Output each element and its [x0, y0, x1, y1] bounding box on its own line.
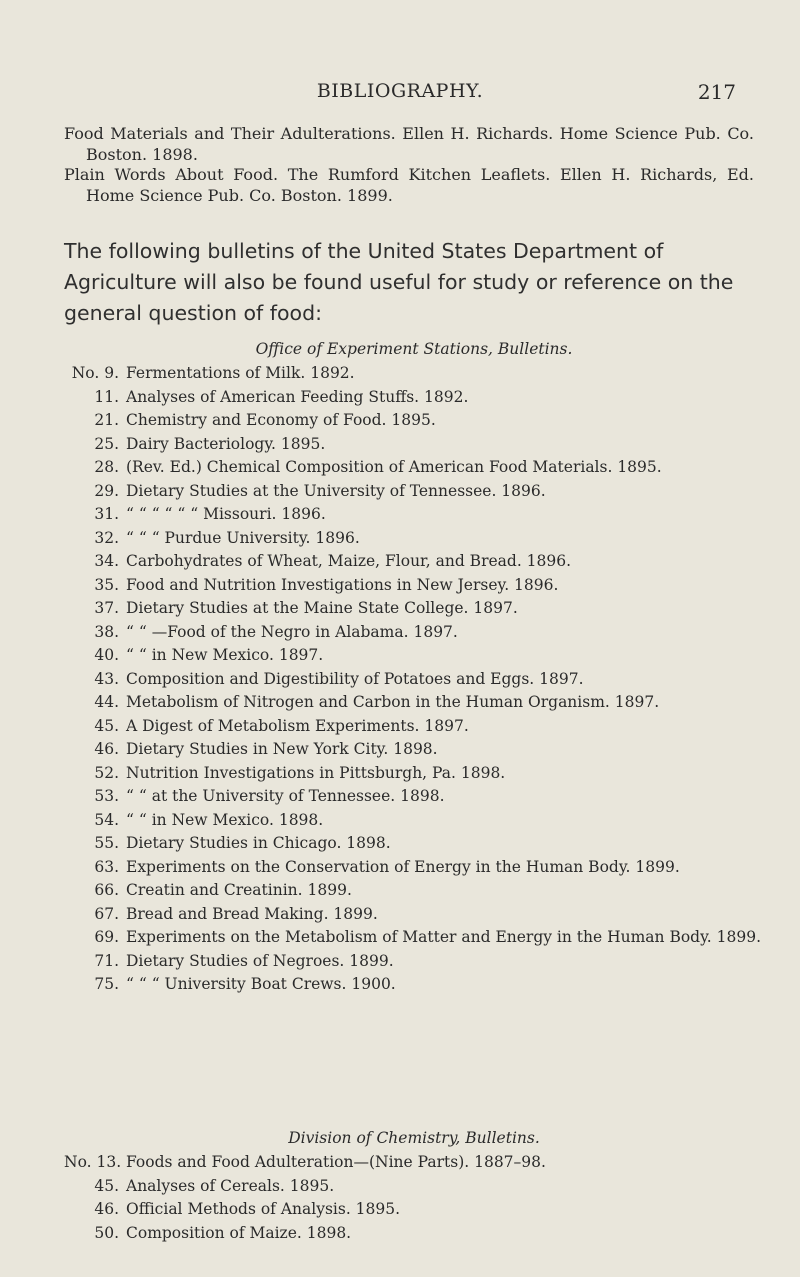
bulletin-number: 25. — [94, 434, 119, 453]
bulletin-number: 32. — [94, 528, 119, 547]
bulletin-title: Chemistry and Economy of Food. 1895. — [126, 411, 436, 429]
bulletin-number: 50. — [94, 1223, 119, 1242]
bulletin-row — [64, 597, 764, 621]
bulletin-number: 43. — [94, 669, 119, 688]
bulletin-row — [64, 903, 764, 927]
bulletin-row — [64, 527, 764, 551]
bulletin-number: 46. — [94, 1200, 119, 1218]
bulletin-row — [64, 715, 764, 739]
bulletin-title: A Digest of Metabolism Experiments. 1897. — [126, 716, 469, 735]
bulletin-row — [64, 762, 764, 786]
bulletin-number: 67. — [94, 904, 119, 923]
bulletin-row — [64, 879, 764, 903]
bulletin-title: Dietary Studies at the University of Tennessee. 1896. — [126, 481, 546, 500]
running-header — [0, 80, 800, 104]
bulletin-title: Bread and Bread Making. 1899. — [126, 904, 378, 923]
reference-item: Food Materials and Their Adulterations. Ellen H. Richards. Home Science Pub. Co. Boston. 1898. — [64, 124, 754, 164]
bulletin-row — [64, 668, 764, 692]
bulletin-row — [64, 1198, 764, 1222]
bulletin-row — [64, 856, 764, 880]
bulletin-title: Carbohydrates of Wheat, Maize, Flour, and Bread. 1896. — [126, 552, 572, 570]
bulletin-row — [64, 386, 764, 410]
bulletin-row — [64, 1222, 764, 1246]
bulletin-row — [64, 362, 764, 386]
bulletin-title: Experiments on the Metabolism of Matter and Energy in the Human Body. 1899. — [126, 928, 762, 946]
bulletin-title: Experiments on the Conservation of Energy in the Human Body. 1899. — [126, 857, 680, 876]
bulletin-number: 28. — [94, 458, 119, 476]
bulletin-title: “ “ “ “ “ “ Missouri. 1896. — [126, 505, 326, 523]
bulletin-row — [64, 738, 764, 762]
section-title: Division of Chemistry, Bulletins. — [288, 1129, 540, 1147]
bulletin-title: Metabolism of Nitrogen and Carbon in the Human Organism. 1897. — [126, 693, 660, 711]
bulletin-number: 11. — [94, 387, 119, 406]
bulletin-number: No. 9. — [71, 364, 119, 382]
bulletin-number: 31. — [94, 505, 119, 523]
bulletin-title: Composition of Maize. 1898. — [126, 1223, 352, 1242]
bulletin-title: Fermentations of Milk. 1892. — [126, 364, 355, 382]
bulletin-number: 38. — [94, 622, 119, 641]
bulletin-number: 45. — [94, 716, 119, 735]
reference-list — [64, 124, 754, 206]
bulletin-row — [64, 409, 764, 433]
bulletin-title: Food and Nutrition Investigations in New Jersey. 1896. — [126, 575, 559, 594]
section-title: Office of Experiment Stations, Bulletins. — [255, 340, 573, 358]
bulletin-list — [64, 362, 764, 997]
bulletin-row — [64, 480, 764, 504]
bulletin-number: 63. — [94, 857, 119, 876]
bulletin-row — [64, 926, 764, 950]
bulletin-title: Dietary Studies of Negroes. 1899. — [126, 951, 394, 970]
bulletin-row — [64, 503, 764, 527]
bulletin-row — [64, 785, 764, 809]
bulletin-title: “ “ “ Purdue University. 1896. — [126, 528, 360, 547]
bulletin-title: Dietary Studies in New York City. 1898. — [126, 740, 438, 758]
bulletin-number: 55. — [94, 834, 119, 852]
bulletin-number: 21. — [94, 411, 119, 429]
bulletin-title: (Rev. Ed.) Chemical Composition of American Food Materials. 1895. — [126, 458, 662, 476]
bulletin-number: 46. — [94, 740, 119, 758]
bulletin-number: 44. — [94, 693, 119, 711]
bulletin-list — [64, 1151, 764, 1245]
bulletin-number: 40. — [94, 646, 119, 664]
bulletin-row — [64, 644, 764, 668]
bulletin-row — [64, 832, 764, 856]
bulletin-row — [64, 550, 764, 574]
bulletin-row — [64, 621, 764, 645]
bulletin-number: 34. — [94, 552, 119, 570]
section-experiment-stations — [64, 336, 764, 997]
bulletin-row — [64, 950, 764, 974]
bulletin-number: 29. — [94, 481, 119, 500]
bulletin-number: 53. — [94, 787, 119, 805]
bulletin-title: Creatin and Creatinin. 1899. — [126, 881, 352, 899]
bulletin-row — [64, 433, 764, 457]
bulletin-title: “ “ in New Mexico. 1897. — [126, 646, 324, 664]
bulletin-number: No. 13. — [64, 1153, 122, 1171]
bulletin-row — [64, 1151, 764, 1175]
bulletin-title: “ “ in New Mexico. 1898. — [126, 810, 324, 829]
intro-paragraph: The following bulletins of the United States Department of Agriculture will also be found useful for study or reference on the general question of food: — [64, 239, 734, 325]
bulletin-title: Foods and Food Adulteration—(Nine Parts). 1887–98. — [126, 1153, 546, 1171]
bulletin-title: Nutrition Investigations in Pittsburgh, Pa. 1898. — [126, 763, 506, 782]
bulletin-title: Dietary Studies in Chicago. 1898. — [126, 834, 391, 852]
bulletin-title: Analyses of American Feeding Stuffs. 1892. — [126, 387, 469, 406]
bulletin-title: “ “ “ University Boat Crews. 1900. — [126, 975, 396, 993]
header-title: BIBLIOGRAPHY. — [316, 80, 484, 102]
bulletin-number: 66. — [94, 881, 119, 899]
bulletin-number: 45. — [94, 1176, 119, 1195]
reference-item: Plain Words About Food. The Rumford Kitchen Leaflets. Ellen H. Richards, Ed. Home Science Pub. Co. Boston. 1899. — [64, 165, 754, 205]
bulletin-number: 35. — [94, 575, 119, 594]
bulletin-title: “ “ —Food of the Negro in Alabama. 1897. — [126, 622, 458, 641]
bulletin-title: “ “ at the University of Tennessee. 1898. — [126, 787, 445, 805]
section-chemistry — [64, 1125, 764, 1245]
bulletin-row — [64, 691, 764, 715]
bulletin-title: Dairy Bacteriology. 1895. — [126, 434, 326, 453]
bulletin-number: 71. — [94, 951, 119, 970]
bulletin-number: 37. — [94, 599, 119, 617]
bulletin-title: Official Methods of Analysis. 1895. — [126, 1200, 401, 1218]
bulletin-row — [64, 809, 764, 833]
bulletin-number: 75. — [94, 975, 119, 993]
page-number: 217 — [697, 80, 736, 104]
bulletin-row — [64, 1175, 764, 1199]
bulletin-number: 54. — [94, 810, 119, 829]
bulletin-title: Analyses of Cereals. 1895. — [126, 1176, 335, 1195]
bulletin-row — [64, 456, 764, 480]
bulletin-number: 69. — [94, 928, 119, 946]
bulletin-title: Dietary Studies at the Maine State College. 1897. — [126, 599, 518, 617]
bulletin-number: 52. — [94, 763, 119, 782]
bulletin-title: Composition and Digestibility of Potatoes and Eggs. 1897. — [126, 669, 584, 688]
bulletin-row — [64, 574, 764, 598]
bulletin-row — [64, 973, 764, 997]
